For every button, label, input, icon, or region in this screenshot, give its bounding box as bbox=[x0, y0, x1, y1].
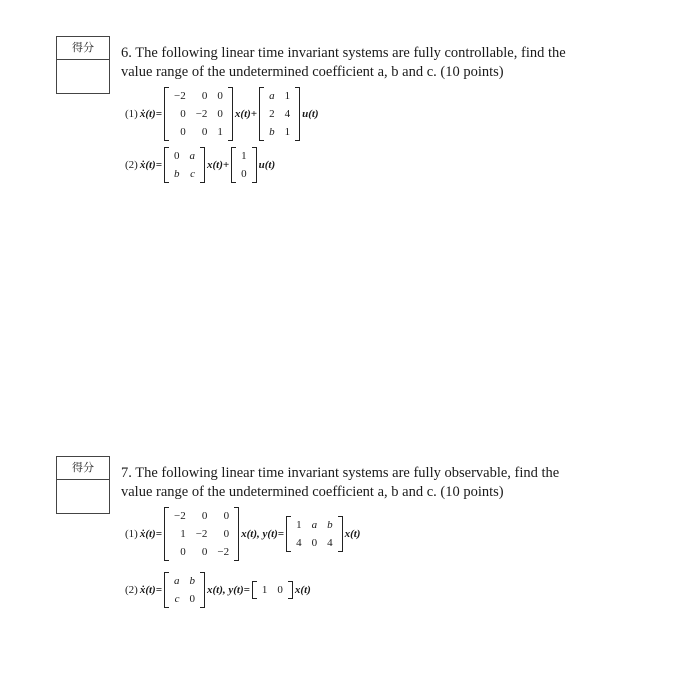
matrix-cell: b bbox=[269, 126, 275, 138]
question-7-line-1: 7. The following linear time invariant systems are fully observable, find the bbox=[121, 465, 560, 481]
q7-equation-1 bbox=[124, 507, 361, 561]
matrix-cell: 0 bbox=[201, 546, 208, 558]
matrix-cell: −2 bbox=[173, 90, 186, 102]
matrix-B bbox=[231, 147, 257, 183]
equation-mid: x(t), y(t)= bbox=[206, 583, 250, 596]
q6-equation-1 bbox=[124, 87, 320, 141]
equation-rhs: u(t) bbox=[302, 107, 319, 120]
equation-lhs: ẋ(t)= bbox=[139, 107, 162, 120]
matrix-C bbox=[286, 516, 343, 552]
matrix-cell: 0 bbox=[277, 584, 283, 596]
matrix-cell: 1 bbox=[241, 150, 247, 162]
equation-lhs: ẋ(t)= bbox=[139, 527, 162, 540]
matrix-cell: a bbox=[311, 519, 318, 531]
equation-rhs: u(t) bbox=[258, 158, 276, 171]
score-box-q6 bbox=[56, 36, 110, 94]
matrix-cell: a bbox=[269, 90, 275, 102]
matrix-A bbox=[164, 507, 239, 561]
equation-mid: x(t), y(t)= bbox=[241, 527, 285, 540]
q6-equation-2 bbox=[124, 147, 276, 183]
matrix-cell: 1 bbox=[284, 90, 291, 102]
question-6-text bbox=[121, 44, 591, 82]
equation-label: (2) bbox=[125, 158, 138, 171]
equation-mid: x(t)+ bbox=[206, 158, 230, 171]
score-label: 得分 bbox=[57, 37, 109, 60]
equation-label: (1) bbox=[125, 107, 138, 120]
matrix-cell: 4 bbox=[296, 537, 302, 549]
equation-mid: x(t)+ bbox=[234, 107, 258, 120]
matrix-cell: a bbox=[189, 150, 195, 162]
matrix-cell: 0 bbox=[173, 150, 180, 162]
matrix-cell: −2 bbox=[195, 108, 208, 120]
matrix-cell: 0 bbox=[311, 537, 318, 549]
matrix-A bbox=[164, 87, 233, 141]
matrix-cell: 1 bbox=[217, 126, 223, 138]
matrix-cell: 0 bbox=[201, 90, 208, 102]
matrix-cell: −2 bbox=[217, 546, 230, 558]
matrix-cell: 0 bbox=[189, 593, 195, 605]
matrix-cell: 0 bbox=[223, 528, 230, 540]
matrix-cell: 0 bbox=[180, 108, 186, 120]
score-label: 得分 bbox=[57, 457, 109, 480]
matrix-cell: 0 bbox=[180, 546, 186, 558]
equation-label: (2) bbox=[125, 583, 138, 596]
matrix-cell: 0 bbox=[241, 168, 247, 180]
matrix-cell: a bbox=[173, 575, 180, 587]
matrix-cell: b bbox=[327, 519, 333, 531]
matrix-cell: −2 bbox=[173, 510, 186, 522]
matrix-A bbox=[164, 147, 205, 183]
question-6-line-2: value range of the undetermined coefficient a, b and c. (10 points) bbox=[121, 64, 504, 80]
matrix-cell: c bbox=[174, 593, 180, 605]
matrix-cell: 2 bbox=[269, 108, 275, 120]
matrix-cell: 0 bbox=[201, 126, 208, 138]
matrix-cell: 4 bbox=[327, 537, 333, 549]
matrix-cell: −2 bbox=[195, 528, 208, 540]
matrix-cell: 4 bbox=[284, 108, 291, 120]
equation-rhs: x(t) bbox=[344, 527, 361, 540]
q7-equation-2 bbox=[124, 572, 312, 608]
matrix-cell: 0 bbox=[217, 90, 223, 102]
matrix-C bbox=[252, 581, 293, 599]
question-6-line-1: 6. The following linear time invariant systems are fully controllable, find the bbox=[121, 45, 566, 61]
equation-lhs: ẋ(t)= bbox=[139, 158, 162, 171]
score-box-q7 bbox=[56, 456, 110, 514]
equation-rhs: x(t) bbox=[294, 583, 311, 596]
matrix-cell: 1 bbox=[180, 528, 186, 540]
matrix-A bbox=[164, 572, 205, 608]
equation-lhs: ẋ(t)= bbox=[139, 583, 162, 596]
matrix-cell: c bbox=[190, 168, 195, 180]
matrix-cell: b bbox=[189, 575, 195, 587]
matrix-cell: 1 bbox=[261, 584, 268, 596]
matrix-B bbox=[259, 87, 300, 141]
matrix-cell: 0 bbox=[201, 510, 208, 522]
matrix-cell: 1 bbox=[284, 126, 291, 138]
equation-label: (1) bbox=[125, 527, 138, 540]
matrix-cell: 0 bbox=[223, 510, 230, 522]
matrix-cell: 0 bbox=[217, 108, 223, 120]
matrix-cell: b bbox=[173, 168, 180, 180]
question-7-line-2: value range of the undetermined coefficient a, b and c. (10 points) bbox=[121, 484, 504, 500]
question-7-text bbox=[121, 464, 591, 502]
matrix-cell: 1 bbox=[296, 519, 302, 531]
matrix-cell: 0 bbox=[180, 126, 186, 138]
